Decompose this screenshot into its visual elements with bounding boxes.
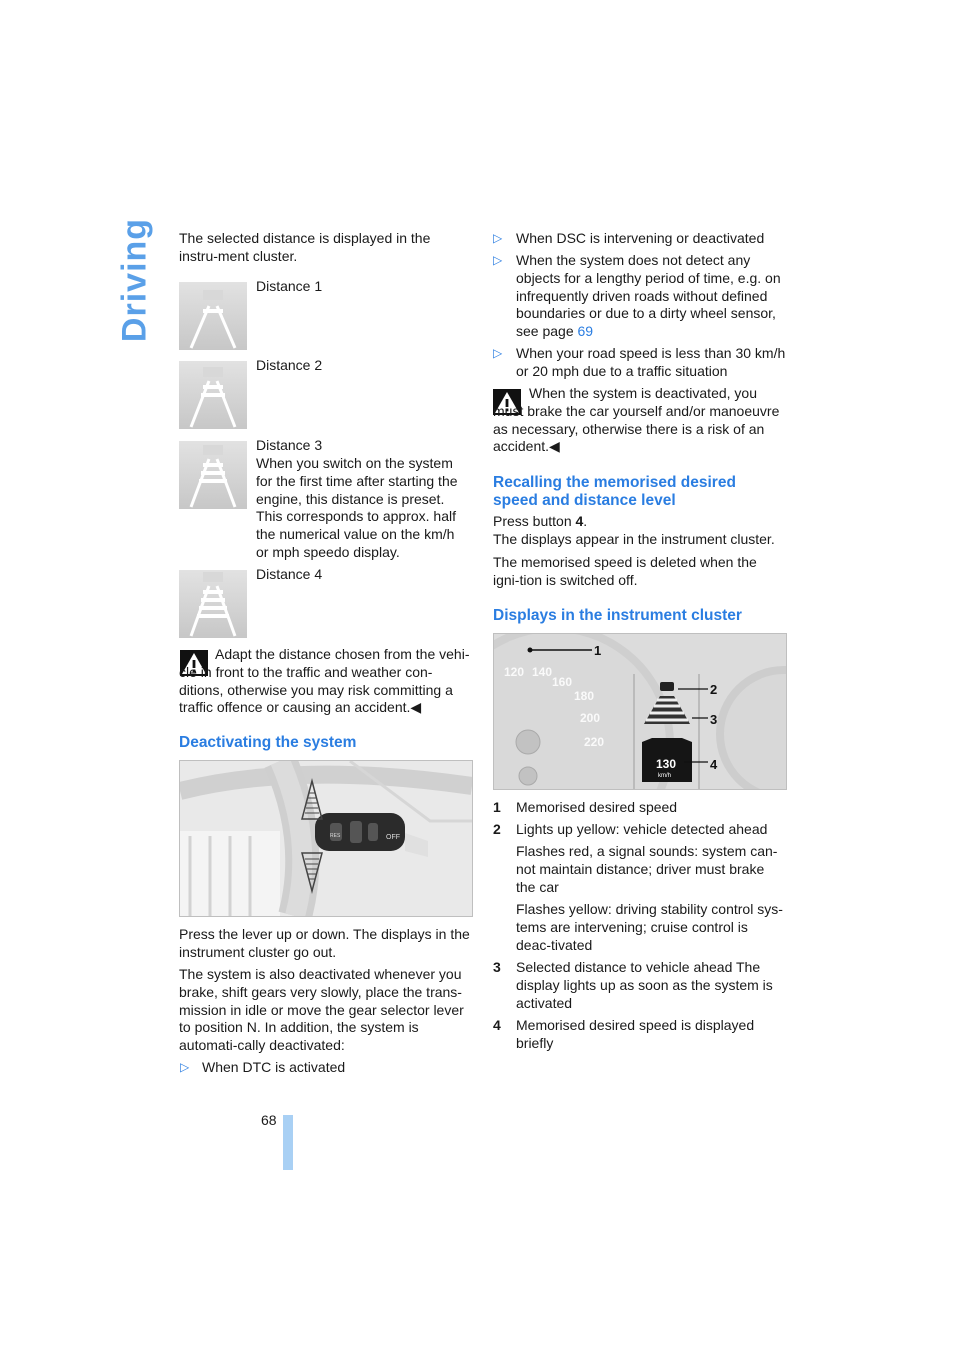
paragraph-press-lever: Press the lever up or down. The displays in the instrument cluster go out. xyxy=(179,926,470,960)
bullet-marker: ▷ xyxy=(493,231,503,245)
speed-mark-160: 160 xyxy=(552,675,573,689)
distance-1-label: Distance 1 xyxy=(256,278,323,294)
legend-item: Memorised desired speed is displayed briefly xyxy=(516,1017,755,1051)
bullet-no-objects: When the system does not detect any objects for a lengthy period of time, e.g. on infrequently driven roads without defined boundaries or due to a dirty wheel sensor, see page 69 xyxy=(516,252,781,340)
speed-mark-140: 140 xyxy=(532,665,553,679)
bullet-dtc: When DTC is activated xyxy=(202,1059,346,1075)
heading-recalling: Recalling the memorised desired speed and distance level xyxy=(493,474,736,509)
callout-1: 1 xyxy=(594,643,602,658)
cluster-readout-unit: km/h xyxy=(658,773,672,779)
speed-mark-180: 180 xyxy=(574,689,595,703)
distance-3-image xyxy=(179,441,247,509)
legend-item: Flashes red, a signal sounds: system can-not maintain distance; driver must brake the car xyxy=(516,843,778,895)
page-number: 68 xyxy=(261,1112,277,1128)
legend-num: 2 xyxy=(493,821,501,837)
callout-3: 3 xyxy=(710,712,718,727)
heading-deactivating: Deactivating the system xyxy=(179,734,357,751)
legend-num: 4 xyxy=(493,1017,501,1033)
bullet-low-speed: When your road speed is less than 30 km/h or 20 mph due to a traffic situation xyxy=(516,345,786,379)
instrument-cluster-image xyxy=(493,633,787,790)
paragraph-deactivated: The system is also deactivated whenever you brake, shift gears very slowly, place the trans-mission in idle or move the gear selector lever to position N. In addition, the system is automati-cally deactivated: xyxy=(179,966,464,1054)
distance-2-label: Distance 2 xyxy=(256,357,323,373)
distance-1-image xyxy=(179,282,247,350)
press-button-text: Press button 4. xyxy=(493,513,588,529)
lever-image xyxy=(179,760,473,917)
bullet-marker: ▷ xyxy=(493,346,503,360)
legend-item: Memorised desired speed xyxy=(516,799,678,815)
distance-3-label: Distance 3 xyxy=(256,437,323,453)
section-tab xyxy=(112,217,158,343)
legend-item: Flashes yellow: driving stability control sys-tems are intervening; cruise control is deac-tivated xyxy=(516,901,783,953)
speed-mark-200: 200 xyxy=(580,711,601,725)
legend-item: Lights up yellow: vehicle detected ahead xyxy=(516,821,768,837)
cluster-readout: 130 xyxy=(656,757,677,771)
page-link-69[interactable]: 69 xyxy=(577,323,594,340)
lever-res-label: RES xyxy=(330,833,341,839)
displays-appear-text: The displays appear in the instrument cluster. xyxy=(493,531,775,547)
memorised-deleted-text: The memorised speed is deleted when the igni-tion is switched off. xyxy=(493,554,757,588)
distance-2-image xyxy=(179,361,247,429)
bullet-marker: ▷ xyxy=(180,1060,190,1074)
callout-2: 2 xyxy=(710,682,718,697)
legend-item: Selected distance to vehicle ahead The display lights up as soon as the system is activated xyxy=(516,959,773,1011)
intro-text: The selected distance is displayed in the instru-ment cluster. xyxy=(179,230,431,264)
distance-4-label: Distance 4 xyxy=(256,566,323,582)
distance-4-image xyxy=(179,570,247,638)
section-tab-label: Driving xyxy=(115,217,154,343)
speed-mark-120: 120 xyxy=(504,665,525,679)
callout-4: 4 xyxy=(710,757,718,772)
legend-num: 3 xyxy=(493,959,501,975)
warning-text-right: When the system is deactivated, you must brake the car yourself and/or manoeuvre as necessary, otherwise there is a risk of an accident.◀ xyxy=(493,385,780,455)
distance-3-note: When you switch on the system for the first time after starting the engine, this distance is preset. This corresponds to approx. half the numerical value on the km/h or mph speedo display. xyxy=(256,455,458,560)
warning-text-left: Adapt the distance chosen from the vehi-cle in front to the traffic and weather con-ditions, otherwise you may risk committing a traffic offence or causing an accident.◀ xyxy=(179,646,470,716)
lever-off-label: OFF xyxy=(386,834,400,841)
heading-displays: Displays in the instrument cluster xyxy=(493,607,742,624)
bullet-dsc: When DSC is intervening or deactivated xyxy=(516,230,765,246)
page-marker-bar xyxy=(283,1115,293,1170)
bullet-marker: ▷ xyxy=(493,253,503,267)
speed-mark-220: 220 xyxy=(584,735,605,749)
legend-num: 1 xyxy=(493,799,501,815)
